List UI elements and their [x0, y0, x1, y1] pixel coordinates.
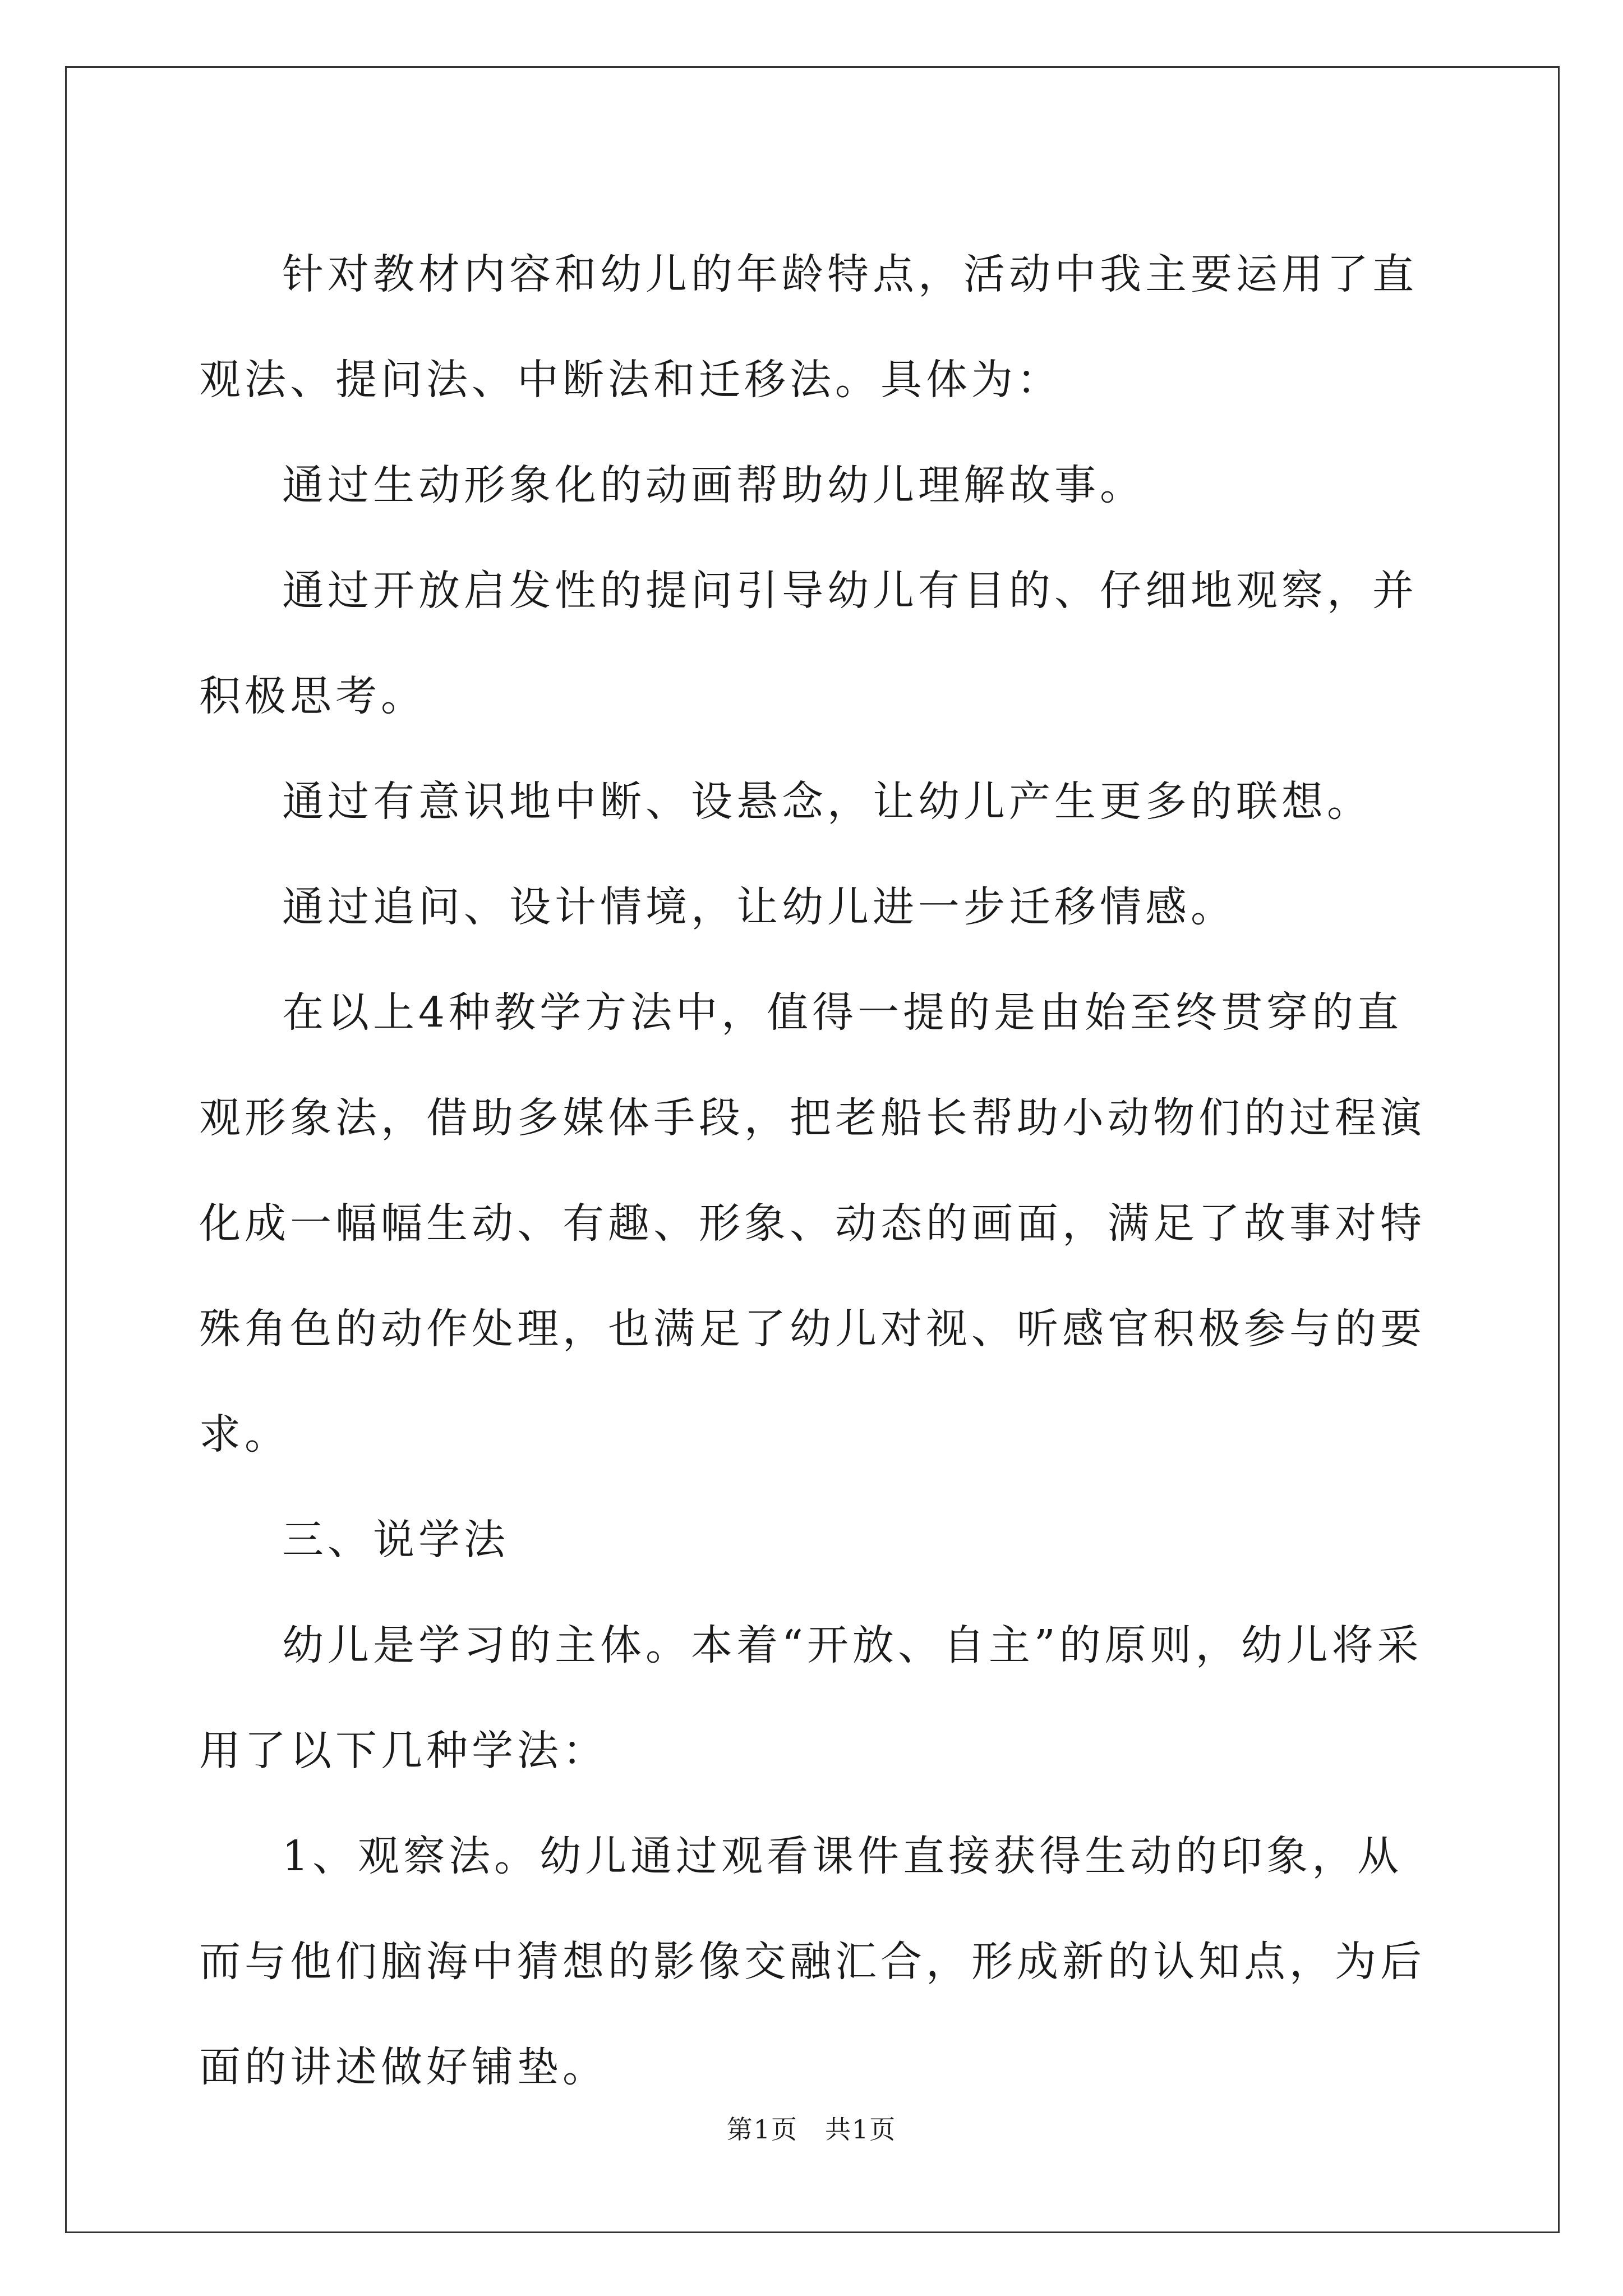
- section-heading-learning-methods: 三、说学法: [282, 1516, 509, 1564]
- paragraph-observation-method: 1、观察法。幼儿通过观看课件直接获得生动的印象，从而与他们脑海中猜想的影像交融汇合，形成新的认知点，为后面的讲述做好铺垫。: [199, 1832, 1426, 2091]
- paragraph-animation-method: 通过生动形象化的动画帮助幼儿理解故事。: [282, 461, 1145, 509]
- paragraph-learning-methods-intro: 幼儿是学习的主体。本着“开放、自主”的原则，幼儿将采用了以下几种学法：: [199, 1621, 1423, 1775]
- page-footer: 第1页 共1页: [726, 2114, 897, 2145]
- paragraph-transfer-method: 通过追问、设计情境，让幼儿进一步迁移情感。: [282, 883, 1236, 931]
- document-body: [199, 222, 1433, 2120]
- paragraph-interruption-method: 通过有意识地中断、设悬念，让幼儿产生更多的联想。: [282, 777, 1372, 826]
- paragraph-intuitive-method-summary: 在以上4种教学方法中，值得一提的是由始至终贯穿的直观形象法，借助多媒体手段，把老船长帮助小动物们的过程演化成一幅幅生动、有趣、形象、动态的画面，满足了故事对特殊角色的动作处理，也满足了幼儿对视、听感官积极参与的要求。: [199, 988, 1426, 1458]
- paragraph-questioning-method: 通过开放启发性的提问引导幼儿有目的、仔细地观察，并积极思考。: [199, 567, 1418, 720]
- paragraph-teaching-methods-intro: 针对教材内容和幼儿的年龄特点，活动中我主要运用了直观法、提问法、中断法和迁移法。具体为：: [199, 250, 1418, 404]
